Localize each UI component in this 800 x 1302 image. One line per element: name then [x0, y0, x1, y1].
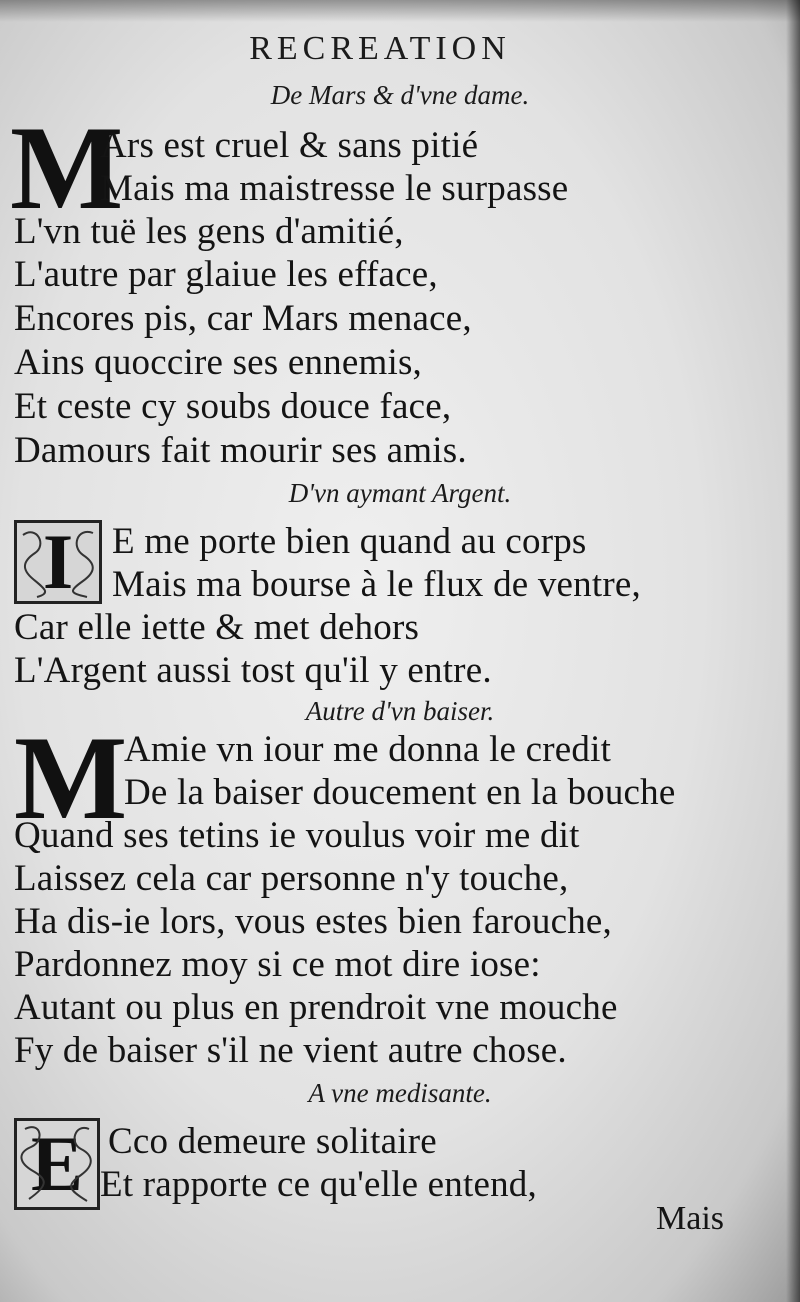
verse-line: Encores pis, car Mars menace, [14, 298, 472, 339]
verse-line: Cco demeure solitaire [108, 1121, 437, 1162]
ornamental-initial [14, 1118, 100, 1210]
verse-line: De la baiser doucement en la bouche [124, 772, 676, 813]
verse-line: Et rapporte ce qu'elle entend, [100, 1164, 537, 1205]
verse-line: Ars est cruel & sans pitié [100, 125, 479, 166]
verse-line: Ains quoccire ses ennemis, [14, 342, 422, 383]
drop-cap: M [14, 711, 128, 844]
section-title: D'vn aymant Argent. [288, 478, 512, 508]
drop-cap: I [42, 518, 74, 605]
verse-line: L'autre par glaiue les efface, [14, 254, 438, 295]
verse-line: Quand ses tetins ie voulus voir me dit [14, 815, 580, 856]
drop-cap: E [30, 1120, 84, 1207]
verse-line: Amie vn iour me donna le credit [124, 729, 612, 770]
catchword: Mais [656, 1200, 724, 1237]
ornament-flourish-icon [17, 518, 99, 605]
verse-line: Ha dis-ie lors, vous estes bien farouche, [14, 901, 612, 942]
running-head: RECREATION [249, 30, 511, 67]
verse-line: Et ceste cy soubs douce face, [14, 386, 452, 427]
verse-line: L'vn tuë les gens d'amitié, [14, 211, 404, 252]
section-title: De Mars & d'vne dame. [270, 80, 530, 110]
section-title: A vne medisante. [308, 1078, 492, 1108]
ornament-flourish-icon [17, 1121, 97, 1207]
page-shadow-top [0, 0, 800, 22]
verse-line: Pardonnez moy si ce mot dire iose: [14, 944, 541, 985]
verse-line: L'Argent aussi tost qu'il y entre. [14, 650, 492, 691]
verse-line: Fy de baiser s'il ne vient autre chose. [14, 1030, 567, 1071]
section-title: Autre d'vn baiser. [305, 696, 495, 726]
verse-line: Mais ma maistresse le surpasse [100, 168, 569, 209]
verse-line: Damours fait mourir ses amis. [14, 430, 467, 471]
verse-line: Mais ma bourse à le flux de ventre, [112, 564, 641, 605]
verse-line: Car elle iette & met dehors [14, 607, 420, 648]
drop-cap: M [10, 101, 124, 234]
ornamental-initial [14, 520, 102, 604]
verse-line: Autant ou plus en prendroit vne mouche [14, 987, 618, 1028]
verse-line: Laissez cela car personne n'y touche, [14, 858, 569, 899]
verse-line: E me porte bien quand au corps [112, 521, 587, 562]
